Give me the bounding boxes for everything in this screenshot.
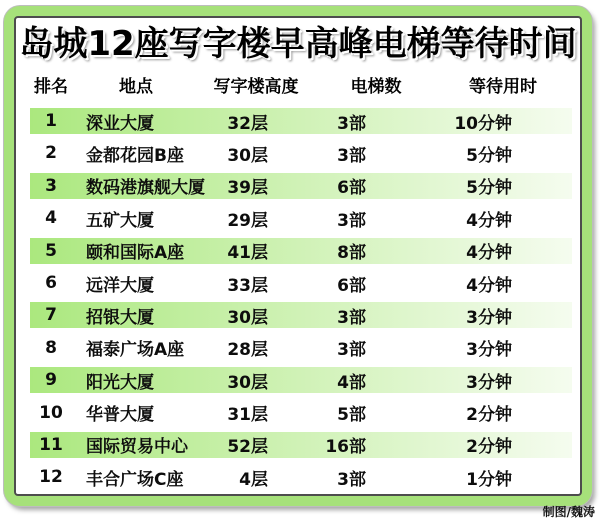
rank-cell: 6: [45, 273, 57, 294]
building-height-cell: 32层: [227, 113, 268, 134]
table-header-row: [16, 72, 580, 97]
credit-byline: 制图/魏涛: [542, 505, 595, 519]
table-row: [16, 461, 580, 493]
rank-cell: 4: [45, 208, 57, 229]
rank-cell: 2: [45, 143, 57, 164]
building-name-cell: 远洋大厦: [86, 275, 154, 296]
building-name-cell: 丰合广场C座: [86, 469, 184, 490]
table-row: [16, 137, 580, 169]
column-header-elevator-count: 电梯数: [350, 76, 402, 97]
elevator-count-cell: 6部: [337, 178, 366, 199]
rank-cell: 5: [45, 240, 57, 261]
elevator-count-cell: 3部: [337, 145, 366, 166]
table-row: [16, 396, 580, 428]
building-name-cell: 招银大厦: [86, 307, 154, 328]
table-row: [16, 234, 580, 266]
building-name-cell: 数码港旗舰大厦: [86, 178, 205, 199]
table-body: [16, 105, 580, 494]
wait-time-cell: 5分钟: [466, 178, 512, 199]
building-name-cell: 国际贸易中心: [86, 437, 188, 458]
building-name-cell: 五矿大厦: [86, 210, 154, 231]
building-height-cell: 4层: [239, 469, 268, 490]
rank-cell: 12: [39, 467, 63, 488]
column-header-wait-time: 等待用时: [469, 76, 537, 97]
elevator-count-cell: 3部: [337, 210, 366, 231]
rank-cell: 9: [45, 370, 57, 391]
building-height-cell: 30层: [227, 307, 268, 328]
building-height-cell: 39层: [227, 178, 268, 199]
table-row: [16, 202, 580, 234]
building-name-cell: 金都花园B座: [86, 145, 184, 166]
elevator-count-cell: 3部: [337, 469, 366, 490]
rank-cell: 1: [45, 111, 57, 132]
elevator-count-cell: 5部: [337, 405, 366, 426]
wait-time-cell: 2分钟: [466, 405, 512, 426]
wait-time-cell: 10分钟: [454, 113, 512, 134]
wait-time-cell: 4分钟: [466, 275, 512, 296]
page-title: 岛城12座写字楼早高峰电梯等待时间: [19, 24, 577, 64]
wait-time-cell: 3分钟: [466, 340, 512, 361]
elevator-count-cell: 3部: [337, 113, 366, 134]
building-height-cell: 31层: [227, 405, 268, 426]
wait-time-cell: 3分钟: [466, 372, 512, 393]
table-row: [16, 299, 580, 331]
rank-cell: 10: [39, 402, 63, 423]
table-row: [16, 267, 580, 299]
table-row: [16, 364, 580, 396]
elevator-count-cell: 3部: [337, 307, 366, 328]
building-name-cell: 福泰广场A座: [86, 340, 185, 361]
elevator-count-cell: 16部: [325, 437, 366, 458]
elevator-count-cell: 8部: [337, 243, 366, 264]
building-height-cell: 30层: [227, 145, 268, 166]
column-header-rank: 排名: [34, 76, 68, 97]
rank-cell: 3: [45, 175, 57, 196]
building-height-cell: 28层: [227, 340, 268, 361]
building-name-cell: 深业大厦: [86, 113, 154, 134]
rank-cell: 11: [39, 434, 63, 455]
building-height-cell: 52层: [227, 437, 268, 458]
wait-time-cell: 5分钟: [466, 145, 512, 166]
wait-time-cell: 4分钟: [466, 243, 512, 264]
table-row: [16, 170, 580, 202]
elevator-count-cell: 3部: [337, 340, 366, 361]
elevator-count-cell: 4部: [337, 372, 366, 393]
building-height-cell: 30层: [227, 372, 268, 393]
rank-cell: 8: [45, 337, 57, 358]
wait-time-cell: 1分钟: [466, 469, 512, 490]
wait-time-cell: 2分钟: [466, 437, 512, 458]
elevator-count-cell: 6部: [337, 275, 366, 296]
column-header-building-height: 写字楼高度: [213, 76, 299, 97]
table-row: [16, 105, 580, 137]
table-frame-inner: [14, 16, 582, 496]
building-height-cell: 33层: [227, 275, 268, 296]
building-height-cell: 41层: [227, 243, 268, 264]
table-frame: [4, 6, 592, 506]
building-name-cell: 华普大厦: [86, 405, 154, 426]
wait-time-cell: 4分钟: [466, 210, 512, 231]
building-height-cell: 29层: [227, 210, 268, 231]
rank-cell: 7: [45, 305, 57, 326]
table-row: [16, 332, 580, 364]
table-row: [16, 429, 580, 461]
building-name-cell: 颐和国际A座: [86, 243, 185, 264]
wait-time-cell: 3分钟: [466, 307, 512, 328]
building-name-cell: 阳光大厦: [86, 372, 154, 393]
column-header-location: 地点: [119, 76, 153, 97]
